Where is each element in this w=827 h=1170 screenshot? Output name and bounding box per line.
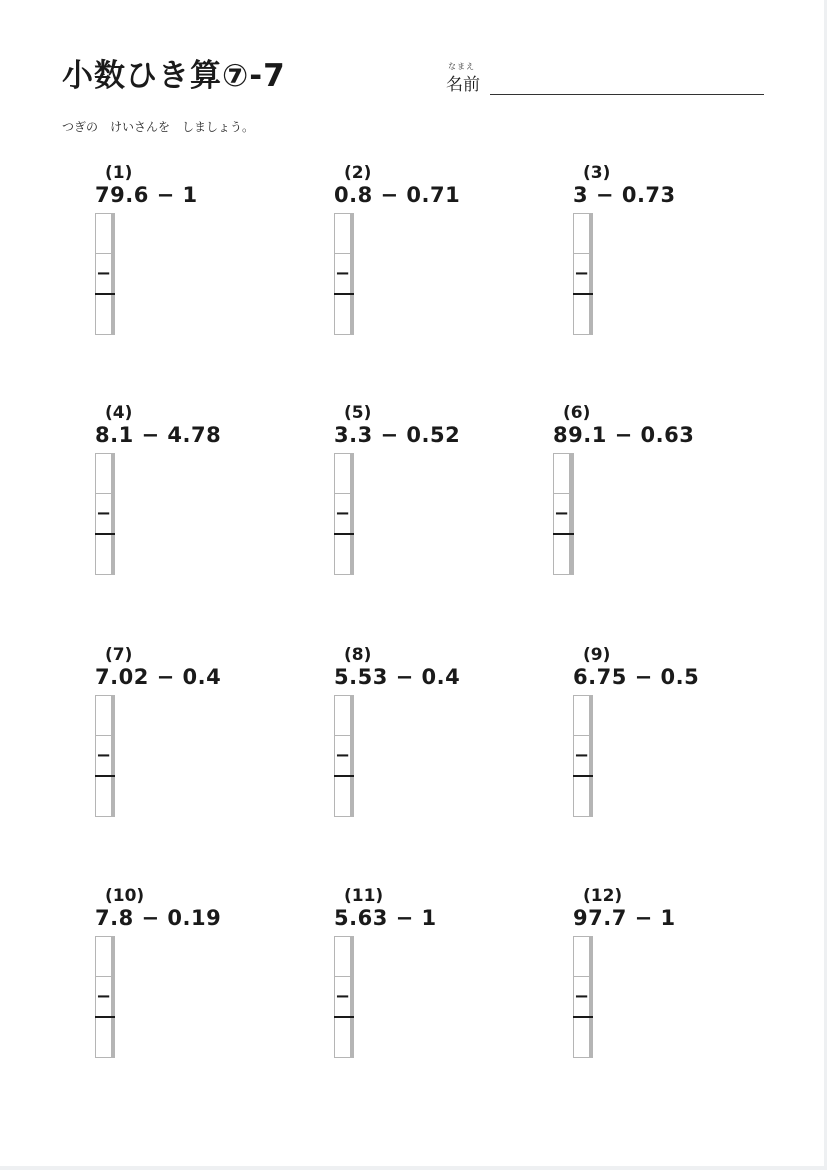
answer-cell[interactable] xyxy=(353,294,354,335)
grid-row xyxy=(335,494,354,535)
answer-cell[interactable] xyxy=(96,776,112,817)
grid-row xyxy=(574,736,593,777)
answer-cell[interactable] xyxy=(114,776,115,817)
grid-row xyxy=(335,294,354,335)
answer-cell[interactable] xyxy=(573,454,574,494)
answer-cell[interactable] xyxy=(353,696,354,736)
answer-grid xyxy=(95,213,115,335)
name-ruby: なまえ xyxy=(448,62,475,71)
answer-cell[interactable] xyxy=(353,1017,354,1058)
grid-row xyxy=(574,214,593,254)
minus-sign-cell: − xyxy=(554,494,570,535)
problem-expression: 8.1 − 4.78 xyxy=(95,423,222,447)
problem-expression: 5.53 − 0.4 xyxy=(334,665,461,689)
answer-cell[interactable] xyxy=(335,937,351,977)
grid-row xyxy=(574,696,593,736)
problem-expression: 5.63 − 1 xyxy=(334,906,437,930)
grid-row xyxy=(96,454,115,494)
answer-grid xyxy=(334,453,354,575)
grid-row xyxy=(335,776,354,817)
grid-row xyxy=(96,1017,115,1058)
grid-row xyxy=(554,534,574,575)
problem-number: (10) xyxy=(105,886,145,906)
answer-cell[interactable] xyxy=(353,214,354,254)
minus-sign-cell: − xyxy=(574,254,590,295)
answer-grid xyxy=(334,213,354,335)
problem-number: (8) xyxy=(344,645,372,665)
answer-cell[interactable] xyxy=(592,254,593,295)
answer-cell[interactable] xyxy=(96,294,112,335)
problem-expression: 7.8 − 0.19 xyxy=(95,906,222,930)
answer-cell[interactable] xyxy=(96,1017,112,1058)
answer-cell[interactable] xyxy=(96,454,112,494)
answer-cell[interactable] xyxy=(573,534,574,575)
grid-row xyxy=(96,937,115,977)
answer-grid xyxy=(573,936,593,1058)
grid-row xyxy=(335,454,354,494)
minus-sign-cell: − xyxy=(335,736,351,777)
problem-expression: 3 − 0.73 xyxy=(573,183,676,207)
answer-cell[interactable] xyxy=(114,214,115,254)
answer-cell[interactable] xyxy=(353,736,354,777)
answer-cell[interactable] xyxy=(353,937,354,977)
grid-row xyxy=(335,696,354,736)
answer-cell[interactable] xyxy=(114,736,115,777)
name-write-line[interactable] xyxy=(490,94,764,95)
minus-sign-cell: − xyxy=(96,494,112,535)
grid-row xyxy=(96,214,115,254)
answer-cell[interactable] xyxy=(335,214,351,254)
answer-cell[interactable] xyxy=(114,534,115,575)
answer-cell[interactable] xyxy=(573,494,574,535)
grid-row xyxy=(335,254,354,295)
minus-sign-cell: − xyxy=(96,254,112,295)
answer-cell[interactable] xyxy=(96,937,112,977)
grid-row xyxy=(335,534,354,575)
answer-cell[interactable] xyxy=(574,937,590,977)
problem-number: (12) xyxy=(583,886,623,906)
problem-number: (3) xyxy=(583,163,611,183)
answer-cell[interactable] xyxy=(554,454,570,494)
grid-row xyxy=(335,736,354,777)
answer-cell[interactable] xyxy=(114,696,115,736)
answer-cell[interactable] xyxy=(592,214,593,254)
grid-row xyxy=(335,214,354,254)
answer-cell[interactable] xyxy=(574,696,590,736)
problem-number: (6) xyxy=(563,403,591,423)
page-bottom-edge xyxy=(0,1166,827,1170)
answer-cell[interactable] xyxy=(592,977,593,1018)
grid-row xyxy=(96,696,115,736)
problem-number: (5) xyxy=(344,403,372,423)
grid-row xyxy=(574,977,593,1018)
problem-number: (7) xyxy=(105,645,133,665)
minus-sign-cell: − xyxy=(574,977,590,1018)
answer-cell[interactable] xyxy=(114,294,115,335)
answer-cell[interactable] xyxy=(574,294,590,335)
minus-sign-cell: − xyxy=(335,977,351,1018)
answer-cell[interactable] xyxy=(353,454,354,494)
answer-grid xyxy=(334,936,354,1058)
answer-cell[interactable] xyxy=(353,534,354,575)
grid-row xyxy=(96,534,115,575)
grid-row xyxy=(574,254,593,295)
answer-grid xyxy=(573,695,593,817)
problem-expression: 7.02 − 0.4 xyxy=(95,665,222,689)
problem-number: (9) xyxy=(583,645,611,665)
answer-cell[interactable] xyxy=(96,696,112,736)
problem-expression: 6.75 − 0.5 xyxy=(573,665,700,689)
answer-cell[interactable] xyxy=(353,977,354,1018)
worksheet-title: 小数ひき算⑦-7 xyxy=(62,58,286,94)
minus-sign-cell: − xyxy=(96,977,112,1018)
problem-number: (4) xyxy=(105,403,133,423)
answer-cell[interactable] xyxy=(114,1017,115,1058)
answer-cell[interactable] xyxy=(592,937,593,977)
answer-cell[interactable] xyxy=(592,776,593,817)
name-label: 名前 xyxy=(446,75,480,95)
problem-expression: 3.3 − 0.52 xyxy=(334,423,461,447)
answer-grid xyxy=(553,453,574,575)
minus-sign-cell: − xyxy=(335,254,351,295)
problem-expression: 97.7 − 1 xyxy=(573,906,676,930)
grid-row xyxy=(96,494,115,535)
answer-cell[interactable] xyxy=(335,696,351,736)
minus-sign-cell: − xyxy=(574,736,590,777)
answer-cell[interactable] xyxy=(335,776,351,817)
answer-grid xyxy=(95,453,115,575)
answer-cell[interactable] xyxy=(114,977,115,1018)
answer-cell[interactable] xyxy=(335,294,351,335)
problem-number: (11) xyxy=(344,886,384,906)
grid-row xyxy=(335,937,354,977)
answer-cell[interactable] xyxy=(592,294,593,335)
answer-grid xyxy=(334,695,354,817)
answer-cell[interactable] xyxy=(353,494,354,535)
grid-row xyxy=(554,454,574,494)
grid-row xyxy=(335,1017,354,1058)
answer-cell[interactable] xyxy=(592,1017,593,1058)
answer-cell[interactable] xyxy=(592,736,593,777)
grid-row xyxy=(96,736,115,777)
answer-cell[interactable] xyxy=(335,1017,351,1058)
problem-number: (2) xyxy=(344,163,372,183)
answer-cell[interactable] xyxy=(114,454,115,494)
answer-cell[interactable] xyxy=(114,937,115,977)
answer-grid xyxy=(573,213,593,335)
answer-cell[interactable] xyxy=(592,696,593,736)
answer-cell[interactable] xyxy=(335,534,351,575)
grid-row xyxy=(574,776,593,817)
instruction-text: つぎの けいさんを しましょう。 xyxy=(62,120,255,134)
grid-row xyxy=(96,254,115,295)
grid-row xyxy=(96,776,115,817)
answer-cell[interactable] xyxy=(353,776,354,817)
minus-sign-cell: − xyxy=(335,494,351,535)
problem-expression: 79.6 − 1 xyxy=(95,183,198,207)
answer-cell[interactable] xyxy=(574,214,590,254)
minus-sign-cell: − xyxy=(96,736,112,777)
grid-row xyxy=(574,937,593,977)
answer-cell[interactable] xyxy=(554,534,570,575)
answer-cell[interactable] xyxy=(96,534,112,575)
answer-cell[interactable] xyxy=(335,454,351,494)
problem-expression: 89.1 − 0.63 xyxy=(553,423,695,447)
answer-cell[interactable] xyxy=(574,1017,590,1058)
answer-cell[interactable] xyxy=(353,254,354,295)
problem-number: (1) xyxy=(105,163,133,183)
problem-expression: 0.8 − 0.71 xyxy=(334,183,461,207)
grid-row xyxy=(574,1017,593,1058)
answer-grid xyxy=(95,936,115,1058)
answer-cell[interactable] xyxy=(114,254,115,295)
grid-row xyxy=(96,977,115,1018)
grid-row xyxy=(554,494,574,535)
grid-row xyxy=(574,294,593,335)
grid-row xyxy=(96,294,115,335)
grid-row xyxy=(335,977,354,1018)
answer-cell[interactable] xyxy=(114,494,115,535)
answer-cell[interactable] xyxy=(574,776,590,817)
answer-cell[interactable] xyxy=(96,214,112,254)
answer-grid xyxy=(95,695,115,817)
